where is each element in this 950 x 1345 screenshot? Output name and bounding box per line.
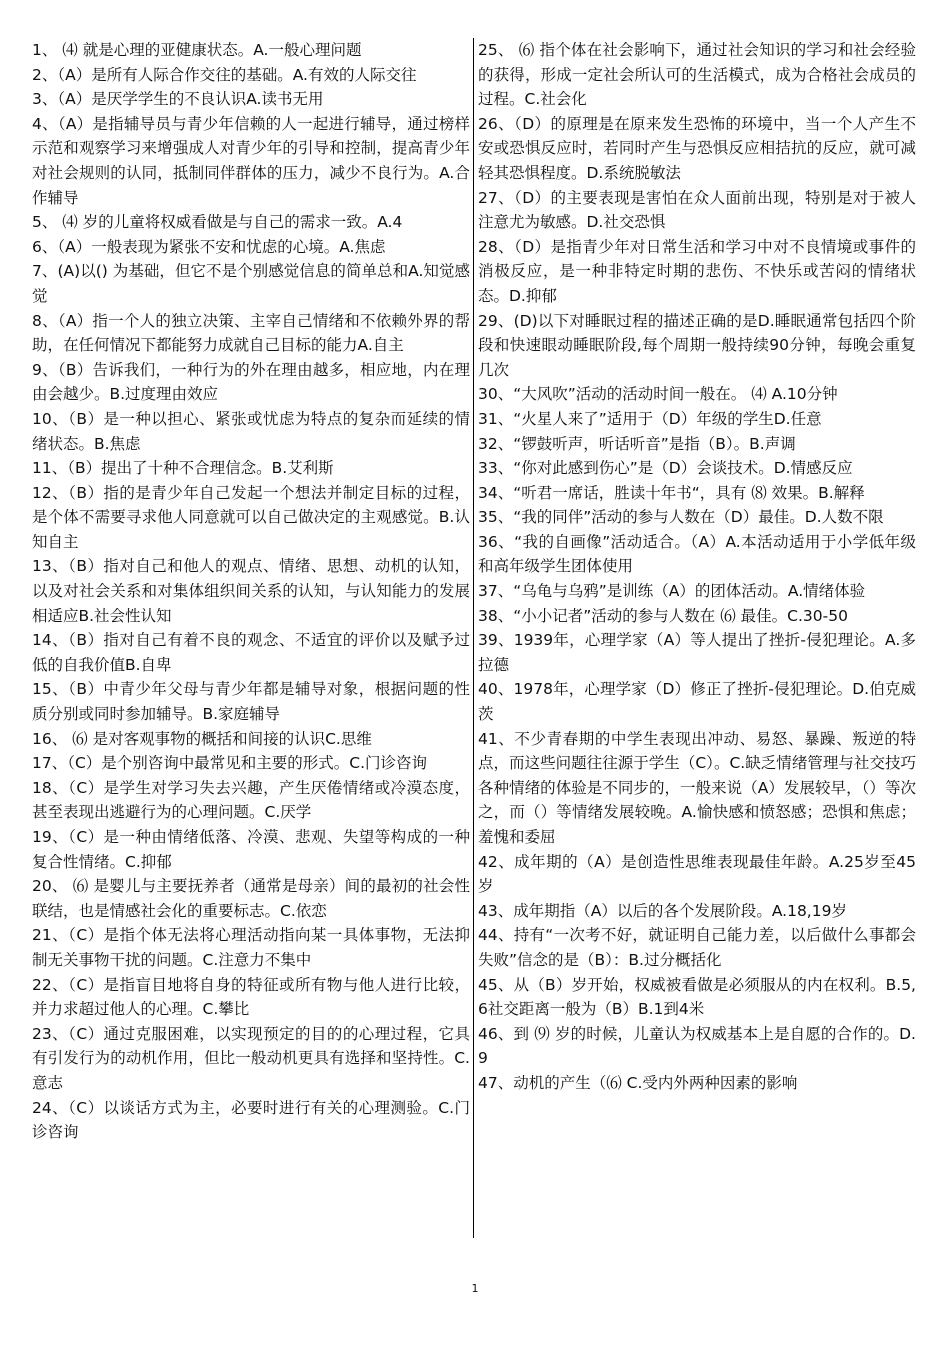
question-item: 28、（D）是指青少年对日常生活和学习中对不良情境或事件的消极反应，是一种非特定时期的悲伤、不快乐或苦闷的情绪状态。D.抑郁: [478, 237, 916, 305]
document-page: [32, 38, 920, 1238]
question-item: 31、“火星人来了”适用于（D）年级的学生D.任意: [478, 409, 822, 428]
question-item: 10、（B）是一种以担心、紧张或忧虑为特点的复杂而延续的情绪状态。B.焦虑: [32, 409, 470, 453]
left-column: [32, 38, 470, 1145]
question-item: 16、 ⑹ 是对客观事物的概括和间接的认识C.思维: [32, 729, 372, 748]
question-item: 17、（C）是个别咨询中最常见和主要的形式。C.门诊咨询: [32, 754, 428, 773]
question-item: 42、成年期的（A）是创造性思维表现最佳年龄。A.25岁至45岁: [478, 852, 916, 896]
question-item: 22、（C）是指盲目地将自身的特征或所有物与他人进行比较，并力求超过他人的心理。C.攀比: [32, 975, 470, 1019]
question-item: 15、（B）中青少年父母与青少年都是辅导对象，根据问题的性质分别或同时参加辅导。B.家庭辅导: [32, 680, 470, 724]
question-item: 35、“我的同伴”活动的参与人数在（D）最佳。D.人数不限: [478, 508, 884, 527]
question-item: 5、 ⑷ 岁的儿童将权威看做是与自己的需求一致。A.4: [32, 213, 403, 232]
question-item: 21、（C）是指个体无法将心理活动指向某一具体事物，无法抑制无关事物干扰的问题。C.注意力不集中: [32, 926, 470, 969]
question-item: 47、动机的产生（⑹ C.受内外两种因素的影响: [478, 1073, 798, 1092]
question-item: 12、（B）指的是青少年自己发起一个想法并制定目标的过程，是个体不需要寻求他人同意就可以自己做决定的主观感觉。B.认知自主: [32, 483, 470, 551]
question-item: 41、不少青春期的中学生表现出冲动、易怒、暴躁、叛逆的特点，而这些问题往往源于学生（C）。C.缺乏情绪管理与社交技巧各种情绪的体验是不同步的，一般来说（A）发展较早，（）等次之，而（）等情绪发展较晚。A.愉快感和愤怒感；恐惧和焦虑；羞愧和委屈: [478, 729, 916, 846]
question-item: 26、（D）的原理是在原来发生恐怖的环境中，当一个人产生不安或恐惧反应时，若同时产生与恐惧反应相拮抗的反应，就可减轻其恐惧程度。D.系统脱敏法: [478, 114, 916, 182]
question-item: 25、 ⑹ 指个体在社会影响下，通过社会知识的学习和社会经验的获得，形成一定社会所认可的生活模式，成为合格社会成员的过程。C.社会化: [478, 41, 916, 109]
question-item: 9、（B）告诉我们，一种行为的外在理由越多，相应地，内在理由会越少。B.过度理由效应: [32, 360, 470, 404]
question-item: 39、1939年，心理学家（A）等人提出了挫折-侵犯理论。A.多拉德: [478, 631, 916, 674]
question-item: 19、（C）是一种由情绪低落、冷漠、悲观、失望等构成的一种复合性情绪。C.抑郁: [32, 828, 470, 871]
question-item: 24、（C）以谈话方式为主，必要时进行有关的心理测验。C.门诊咨询: [32, 1098, 470, 1142]
question-item: 37、“乌龟与乌鸦”是训练（A）的团体活动。A.情绪体验: [478, 582, 866, 601]
question-item: 4、（A）是指辅导员与青少年信赖的人一起进行辅导，通过榜样示范和观察学习来增强成人对青少年的引导和控制，提高青少年对社会规则的认同，抵制同伴群体的压力，减少不良行为。A.合作辅导: [32, 114, 470, 207]
right-column: [478, 38, 916, 1096]
question-item: 23、（C）通过克服困难，以实现预定的目的的心理过程，它具有引发行为的动机作用，但比一般动机更具有选择和坚持性。C.意志: [32, 1024, 470, 1092]
question-item: 1、 ⑷ 就是心理的亚健康状态。A.一般心理问题: [32, 41, 362, 59]
question-item: 40、1978年，心理学家（D）修正了挫折-侵犯理论。D.伯克威茨: [478, 680, 916, 724]
question-item: 13、（B）指对自己和他人的观点、情绪、思想、动机的认知，以及对社会关系和对集体组织间关系的认知，与认知能力的发展相适应B.社会性认知: [32, 557, 470, 625]
question-item: 18、（C）是学生对学习失去兴趣，产生厌倦情绪或冷漠态度，甚至表现出逃避行为的心理问题。C.厌学: [32, 778, 470, 822]
question-item: 3、（A）是厌学学生的不良认识A.读书无用: [32, 90, 324, 109]
column-divider: [473, 38, 474, 1238]
question-item: 44、持有“一次考不好，就证明自己能力差，以后做什么事都会失败”信念的是（B）：B.过分概括化: [478, 926, 916, 969]
question-item: 27、（D）的主要表现是害怕在众人面前出现，特别是对于被人注意尤为敏感。D.社交恐惧: [478, 188, 916, 232]
question-item: 29、(D)以下对睡眠过程的描述正确的是D.睡眠通常包括四个阶段和快速眼动睡眠阶段,每个周期一般持续90分钟，每晚会重复几次: [478, 311, 916, 379]
question-item: 8、（A）指一个人的独立决策、主宰自己情绪和不依赖外界的帮助，在任何情况下都能努力成就自己目标的能力A.自主: [32, 311, 470, 355]
question-item: 2、（A）是所有人际合作交往的基础。A.有效的人际交往: [32, 65, 417, 84]
question-item: 33、“你对此感到伤心”是（D）会谈技术。D.情感反应: [478, 459, 853, 478]
page-number: 1: [471, 1282, 479, 1295]
question-item: 14、（B）指对自己有着不良的观念、不适宜的评价以及赋予过低的自我价值B.自卑: [32, 631, 470, 674]
question-item: 6、（A）一般表现为紧张不安和忧虑的心境。A.焦虑: [32, 237, 386, 256]
question-item: 11、（B）提出了十种不合理信念。B.艾利斯: [32, 459, 334, 478]
question-item: 36、“我的自画像”活动适合。（A）A.本活动适用于小学低年级和高年级学生团体使用: [478, 532, 916, 576]
question-item: 34、“听君一席话，胜读十年书“，具有 ⑻ 效果。B.解释: [478, 483, 865, 502]
question-item: 45、从（B）岁开始，权威被看做是必须服从的内在权利。B.5,6社交距离一般为（B）B.1到4米: [478, 975, 916, 1019]
question-item: 7、(A)以() 为基础，但它不是个别感觉信息的简单总和A.知觉感觉: [32, 262, 470, 305]
question-item: 32、“锣鼓听声，听话听音”是指（B）。B.声调: [478, 434, 796, 453]
question-item: 38、“小小记者”活动的参与人数在 ⑹ 最佳。C.30-50: [478, 606, 848, 625]
question-item: 43、成年期指（A）以后的各个发展阶段。A.18,19岁: [478, 901, 847, 920]
question-item: 20、 ⑹ 是婴儿与主要抚养者（通常是母亲）间的最初的社会性联结，也是情感社会化的重要标志。C.依恋: [32, 877, 470, 920]
question-item: 46、到 ⑼ 岁的时候，儿童认为权威基本上是自愿的合作的。D.9: [478, 1024, 916, 1068]
question-item: 30、“大风吹”活动的活动时间一般在。 ⑷ A.10分钟: [478, 385, 838, 404]
